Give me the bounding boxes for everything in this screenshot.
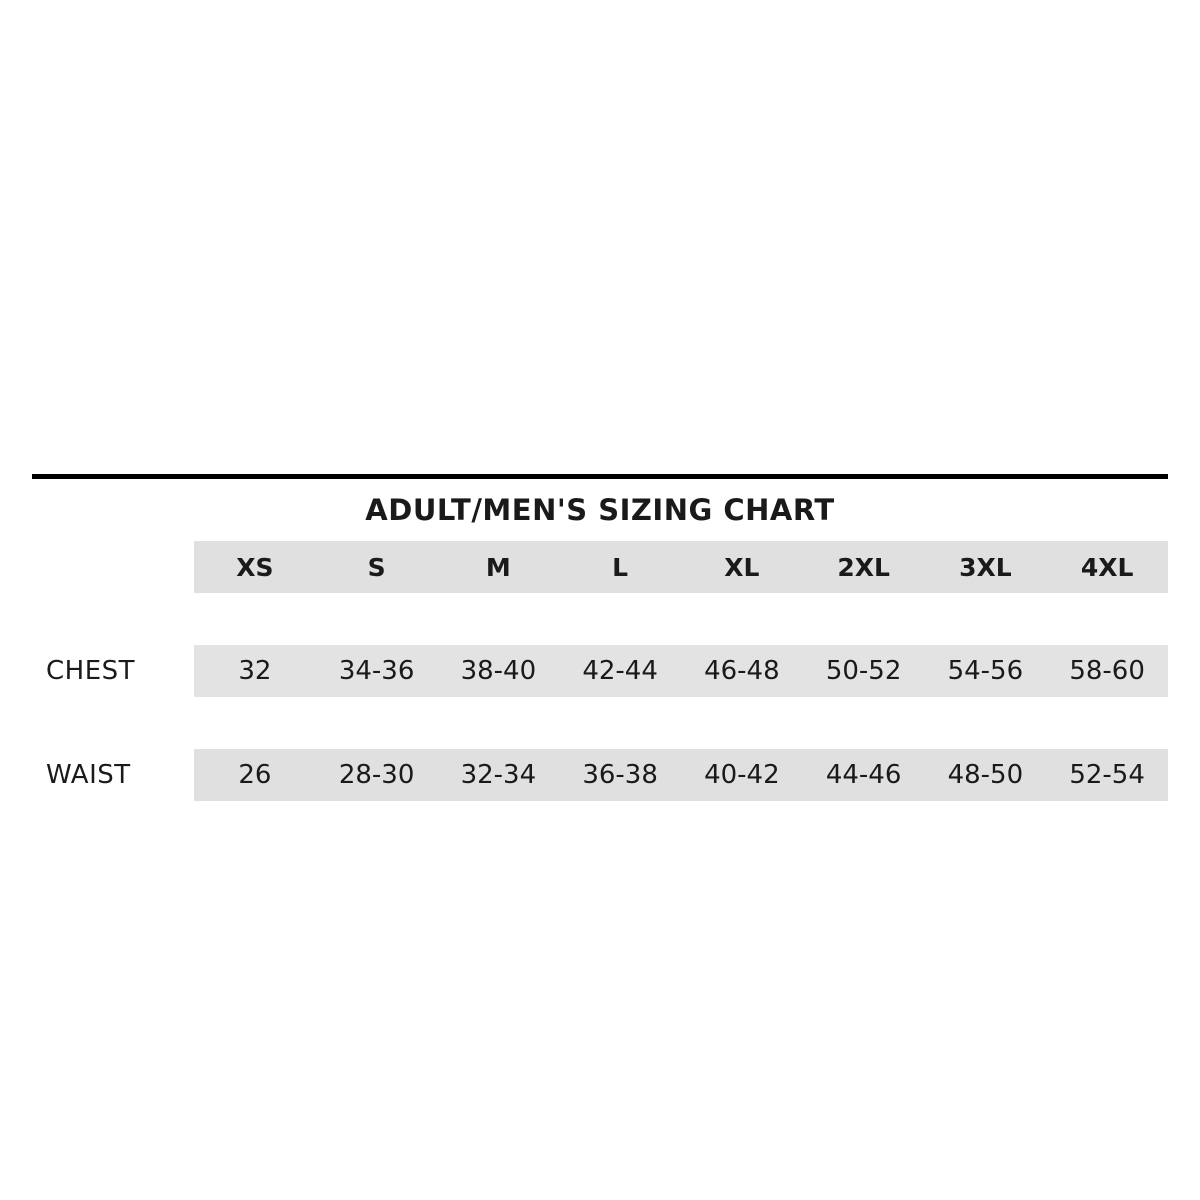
- column-header-3xl: 3XL: [925, 541, 1047, 593]
- sizing-table: [32, 541, 1168, 801]
- cell-waist-m: 32-34: [438, 749, 560, 801]
- column-header-xs: XS: [194, 541, 316, 593]
- spacer-cell: [32, 593, 194, 645]
- cell-waist-s: 28-30: [316, 749, 438, 801]
- cell-chest-xl: 46-48: [681, 645, 803, 697]
- cell-waist-xs: 26: [194, 749, 316, 801]
- table-row: [32, 645, 1168, 697]
- cell-waist-4xl: 52-54: [1046, 749, 1168, 801]
- cell-chest-s: 34-36: [316, 645, 438, 697]
- cell-waist-3xl: 48-50: [925, 749, 1047, 801]
- row-label-waist: WAIST: [32, 749, 194, 801]
- cell-chest-2xl: 50-52: [803, 645, 925, 697]
- column-header-m: M: [438, 541, 560, 593]
- cell-chest-m: 38-40: [438, 645, 560, 697]
- chart-title-row: [32, 479, 1168, 541]
- cell-chest-4xl: 58-60: [1046, 645, 1168, 697]
- table-header-row: [32, 541, 1168, 593]
- spacer-cell: [194, 593, 1168, 645]
- column-header-label: [32, 541, 194, 593]
- cell-chest-xs: 32: [194, 645, 316, 697]
- table-spacer: [32, 593, 1168, 645]
- column-header-2xl: 2XL: [803, 541, 925, 593]
- sizing-chart: [32, 474, 1168, 801]
- cell-waist-xl: 40-42: [681, 749, 803, 801]
- column-header-xl: XL: [681, 541, 803, 593]
- table-spacer: [32, 697, 1168, 749]
- page-title: ADULT/MEN'S SIZING CHART: [365, 493, 835, 527]
- cell-chest-l: 42-44: [559, 645, 681, 697]
- column-header-4xl: 4XL: [1046, 541, 1168, 593]
- cell-waist-l: 36-38: [559, 749, 681, 801]
- column-header-s: S: [316, 541, 438, 593]
- row-label-chest: CHEST: [32, 645, 194, 697]
- spacer-cell: [32, 697, 194, 749]
- table-row: [32, 749, 1168, 801]
- cell-chest-3xl: 54-56: [925, 645, 1047, 697]
- column-header-l: L: [559, 541, 681, 593]
- cell-waist-2xl: 44-46: [803, 749, 925, 801]
- spacer-cell: [194, 697, 1168, 749]
